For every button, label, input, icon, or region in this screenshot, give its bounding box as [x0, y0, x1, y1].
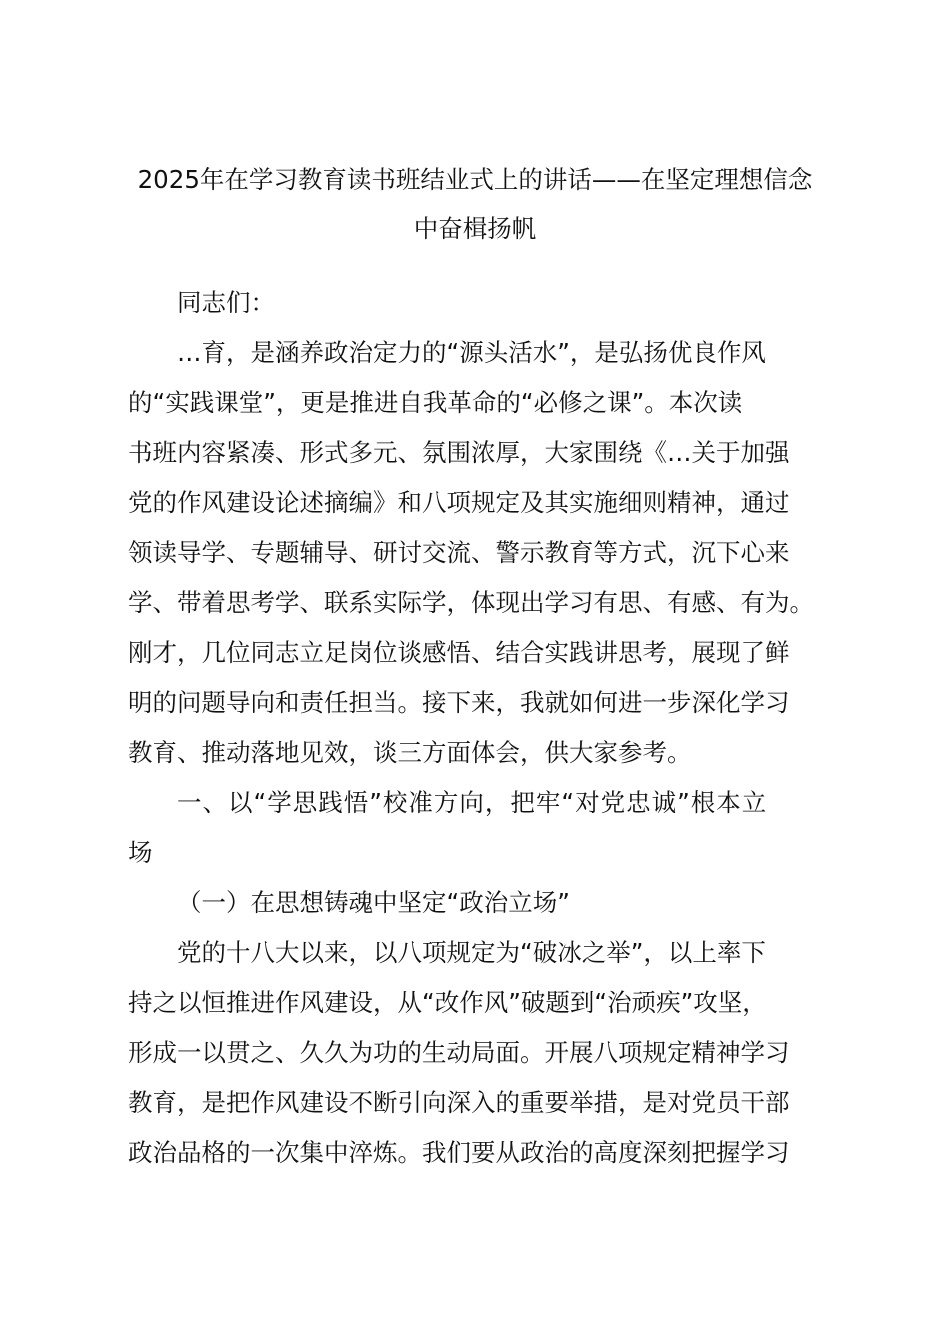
paragraph-2-line: 形成一以贯之、久久为功的生动局面。开展八项规定精神学习 — [128, 1038, 790, 1067]
paragraph-1-line: 教育、推动落地见效，谈三方面体会，供大家参考。 — [128, 738, 692, 767]
salutation: 同志们： — [177, 288, 275, 317]
paragraph-1-line: 领读导学、专题辅导、研讨交流、警示教育等方式，沉下心来 — [128, 538, 790, 567]
paragraph-1-line: 党的作风建设论述摘编》和八项规定及其实施细则精神，通过 — [128, 488, 790, 517]
paragraph-2-line: 党的十八大以来，以八项规定为“破冰之举”，以上率下 — [177, 938, 766, 967]
paragraph-1-line: 书班内容紧凑、形式多元、氛围浓厚，大家围绕《…关于加强 — [128, 438, 790, 467]
subsection-heading-1: （一）在思想铸魂中坚定“政治立场” — [177, 888, 570, 917]
section-heading-1: 一、以“学思践悟”校准方向，把牢“对党忠诚”根本立 — [177, 788, 768, 817]
document-title-line-1: 2025年在学习教育读书班结业式上的讲话——在坚定理想信念 — [137, 165, 813, 194]
section-heading-1-continued: 场 — [128, 838, 153, 867]
paragraph-1-line: 学、带着思考学、联系实际学，体现出学习有思、有感、有为。 — [128, 588, 814, 617]
paragraph-1-line: 的“实践课堂”，更是推进自我革命的“必修之课”。本次读 — [128, 388, 743, 417]
paragraph-1-line: 明的问题导向和责任担当。接下来，我就如何进一步深化学习 — [128, 688, 790, 717]
paragraph-2-line: 教育，是把作风建设不断引向深入的重要举措，是对党员干部 — [128, 1088, 790, 1117]
paragraph-1-line: …育，是涵养政治定力的“源头活水”，是弘扬优良作风 — [177, 338, 766, 367]
document-title-line-2: 中奋楫扬帆 — [413, 214, 537, 243]
paragraph-1-line: 刚才，几位同志立足岗位谈感悟、结合实践讲思考，展现了鲜 — [128, 638, 790, 667]
paragraph-2-line: 持之以恒推进作风建设，从“改作风”破题到“治顽疾”攻坚， — [128, 988, 767, 1017]
paragraph-2-line: 政治品格的一次集中淬炼。我们要从政治的高度深刻把握学习 — [128, 1138, 790, 1167]
